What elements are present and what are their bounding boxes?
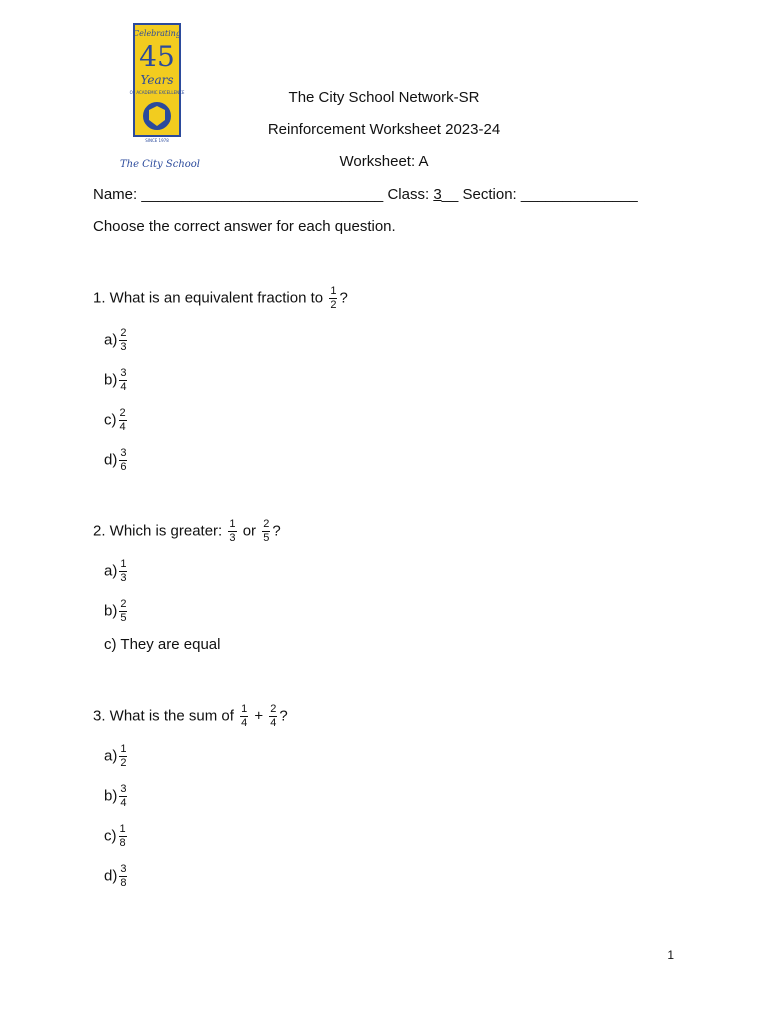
q1-option-d[interactable]: d) $\frac{3}{6}$ [104, 447, 127, 473]
q2-option-b[interactable]: b) $\frac{2}{5}$ [104, 598, 127, 624]
q1-option-b[interactable]: b) $\frac{3}{4}$ [104, 367, 127, 393]
q2-option-a[interactable]: a) $\frac{1}{3}$ [104, 558, 127, 584]
section-field[interactable]: Section: ______________ [462, 186, 638, 203]
worksheet-title: Reinforcement Worksheet 2023-24 [267, 121, 501, 138]
question-1-text: 1. What is an equivalent fraction to [93, 289, 324, 307]
question-1: 1. What is an equivalent fraction to $\frac{1}{2}$ ? [93, 285, 348, 311]
school-network-title: The City School Network-SR [288, 89, 480, 106]
class-value[interactable]: 3__ [433, 186, 459, 203]
question-2: 2. Which is greater: $\frac{1}{3}$ or $\frac{2}{5}$ ? [93, 518, 281, 544]
logo-tagline: OF ACADEMIC EXCELLENCE [129, 90, 185, 95]
q3-option-a[interactable]: a) $\frac{1}{2}$ [104, 743, 127, 769]
q3-option-c[interactable]: c) $\frac{1}{8}$ [104, 823, 126, 849]
logo-number: 45 [139, 40, 175, 73]
logo-school-name: The City School [119, 159, 201, 170]
question-3-text: 3. What is the sum of [93, 707, 234, 725]
info-line [93, 186, 638, 204]
class-label: Class: [387, 186, 430, 203]
name-field[interactable]: Name: _____________________________ [93, 186, 384, 203]
question-3: 3. What is the sum of $\frac{1}{4}$ + $\frac{2}{4}$ ? [93, 703, 288, 729]
q2-option-c[interactable]: c) They are equal [104, 636, 221, 653]
q3-option-b[interactable]: b) $\frac{3}{4}$ [104, 783, 127, 809]
logo-since: SINCE 1978 [145, 138, 169, 143]
q1-option-c[interactable]: c) $\frac{2}{4}$ [104, 407, 126, 433]
page-number: 1 [667, 948, 674, 962]
q1-option-a[interactable]: a) $\frac{2}{3}$ [104, 327, 127, 353]
logo-celebration: Celebrating [133, 29, 181, 38]
fraction: $\frac{1}{2}$ [330, 285, 337, 311]
instructions: Choose the correct answer for each question. [93, 218, 396, 235]
question-2-text: 2. Which is greater: [93, 522, 223, 540]
worksheet-label: Worksheet: A [339, 153, 429, 170]
logo-years: Years [140, 73, 174, 87]
q3-option-d[interactable]: d) $\frac{3}{8}$ [104, 863, 127, 889]
